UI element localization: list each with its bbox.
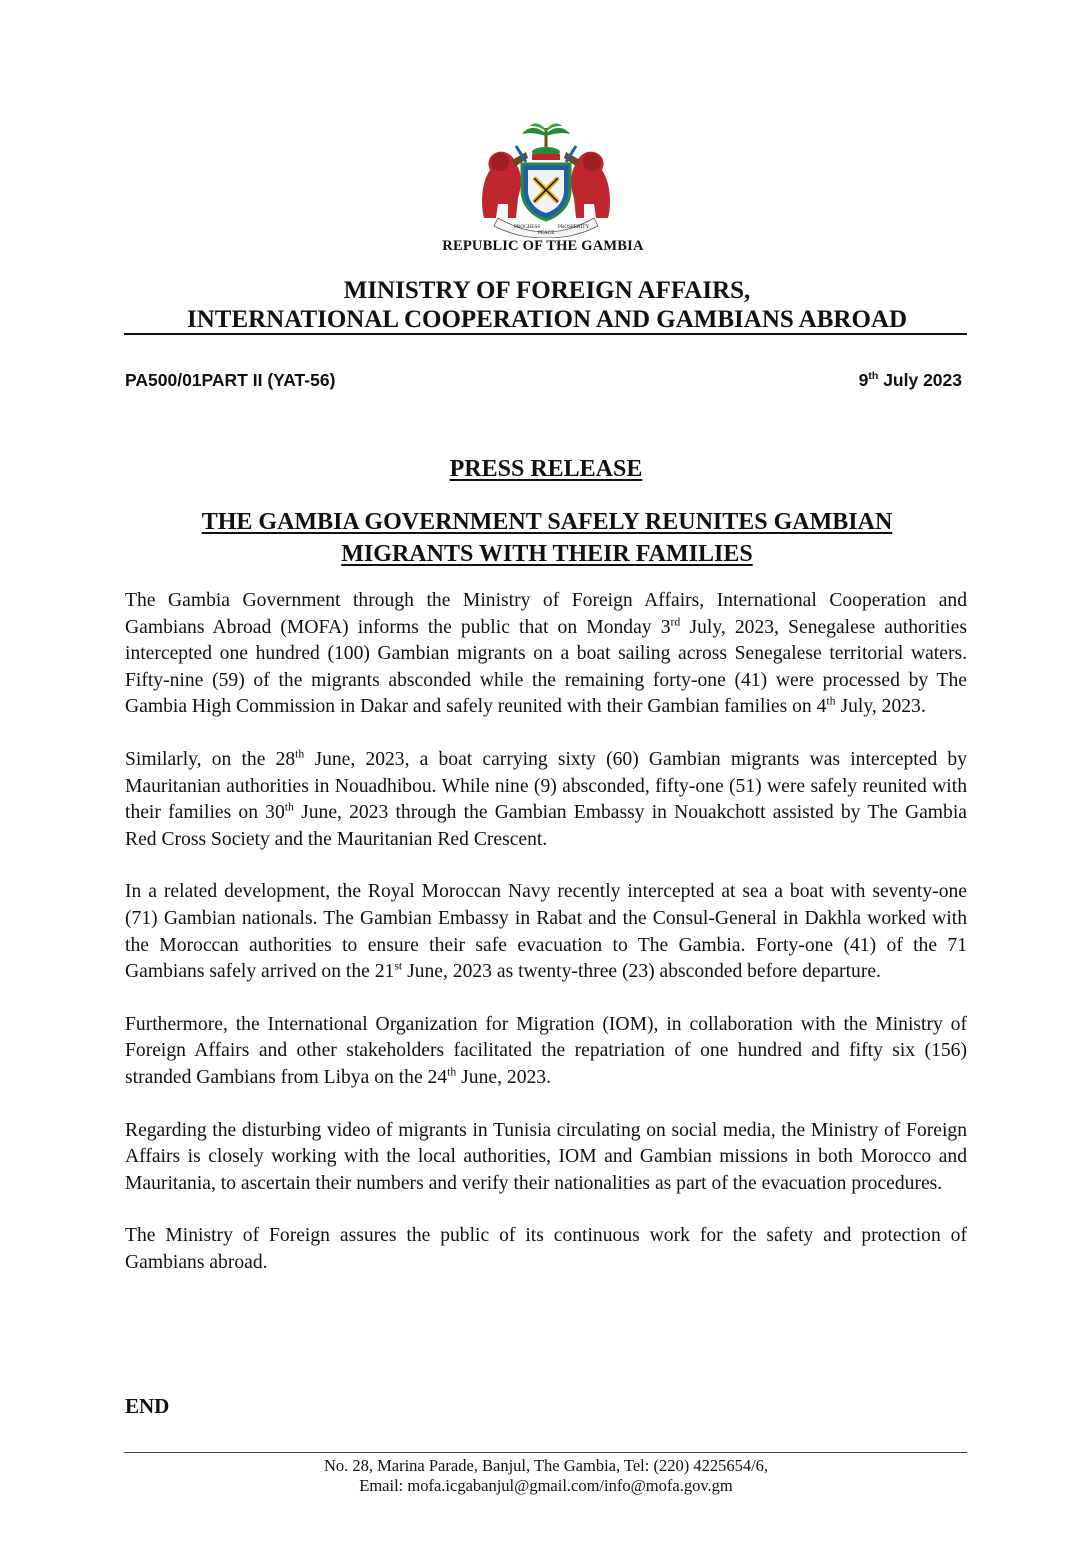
release-date <box>859 370 962 391</box>
p2-text-a: Similarly, on the 28 <box>125 748 296 770</box>
date-day: 9 <box>858 370 869 390</box>
reference-number: PA500/01PART II (YAT-56) <box>125 370 336 390</box>
headline-line-1: THE GAMBIA GOVERNMENT SAFELY REUNITES GAMBIAN <box>201 509 893 535</box>
paragraph-1 <box>125 588 967 721</box>
paragraph-4 <box>125 1012 967 1092</box>
p3-sup-a: st <box>394 959 403 973</box>
end-marker: END <box>125 1394 170 1418</box>
footer-contact <box>0 1456 1086 1496</box>
motto-prosperity: PROSPERITY <box>558 224 590 230</box>
date-rest: July 2023 <box>878 370 962 390</box>
p4-text-a: Furthermore, the International Organization for Migration (IOM), in collaboration with the Ministry of Foreign Affairs and other stakeholders facilitated the repatriation of one hundred and fifty six (156) stranded Gambians from Libya on the 24 <box>125 1013 967 1088</box>
motto-peace: PEACE <box>538 230 555 236</box>
p2-sup-b: th <box>284 800 294 814</box>
press-release-body <box>125 588 967 1302</box>
press-release-label: PRESS RELEASE <box>449 456 643 482</box>
crest-palm <box>522 123 570 160</box>
p1-sup-b: th <box>826 694 836 708</box>
p1-text-a: The Gambia Government through the Ministry of Foreign Affairs, International Cooperation and Gambians Abroad (MOFA) informs the public that on Monday 3 <box>125 590 967 638</box>
coat-of-arms-icon <box>476 122 616 238</box>
p4-text-b: June, 2023. <box>456 1066 551 1088</box>
crest-shield <box>522 164 570 220</box>
p2-text-b: June, 2023, a boat carrying sixty (60) Gambian migrants was intercepted by Mauritanian authorities in Nouadhibou. While nine (9) absconded, fifty-one (51) were safely reunited with their families on 30 <box>125 748 967 824</box>
ministry-line-2: INTERNATIONAL COOPERATION AND GAMBIANS ABROAD <box>187 306 907 333</box>
p1-text-c: July, 2023. <box>835 696 926 718</box>
ministry-name <box>0 276 1086 334</box>
paragraph-3 <box>125 879 967 985</box>
p4-sup-a: th <box>447 1065 457 1079</box>
footer-address: No. 28, Marina Parade, Banjul, The Gambia, Tel: (220) 4225654/6, <box>323 1456 769 1475</box>
motto-progress: PROGRESS <box>514 224 541 230</box>
p2-sup-a: th <box>295 747 305 761</box>
footer-divider <box>124 1452 967 1453</box>
date-suffix: th <box>868 370 879 383</box>
p3-text-a: In a related development, the Royal Moroccan Navy recently intercepted at sea a boat with seventy-one (71) Gambian nationals. The Gambian Embassy in Rabat and the Consul-General in Dakhla worked with the Moroccan authorities to ensure their safe evacuation to The Gambia. Forty-one (41) of the 71 Gambians safely arrived on the 21 <box>125 881 967 983</box>
p1-text-b: July, 2023, Senegalese authorities intercepted one hundred (100) Gambian migrants on a boat sailing across Senegalese territorial waters. Fifty-nine (59) of the migrants absconded while the remaining forty-one (41) were processed by The Gambia High Commission in Dakar and safely reunited with their Gambian families on 4 <box>125 616 967 718</box>
headline <box>0 506 1086 570</box>
header-divider <box>124 333 967 335</box>
republic-title: REPUBLIC OF THE GAMBIA <box>442 238 644 254</box>
paragraph-6: The Ministry of Foreign assures the public of its continuous work for the safety and protection of Gambians abroad. <box>125 1225 967 1273</box>
headline-line-2: MIGRANTS WITH THEIR FAMILIES <box>341 541 753 567</box>
p3-text-b: June, 2023 as twenty-three (23) absconded before departure. <box>402 961 881 983</box>
footer-email: Email: mofa.icgabanjul@gmail.com/info@mofa.gov.gm <box>359 1476 733 1495</box>
p2-text-c: June, 2023 through the Gambian Embassy in Nouakchott assisted by The Gambia Red Cross Society and the Mauritanian Red Crescent. <box>125 802 967 850</box>
paragraph-5: Regarding the disturbing video of migrants in Tunisia circulating on social media, the Ministry of Foreign Affairs is closely working with the local authorities, IOM and Gambian missions in both Morocco and Mauritania, to ascertain their numbers and verify their nationalities as part of the evacuation procedures. <box>125 1119 967 1194</box>
p1-sup-a: rd <box>670 615 681 629</box>
ministry-line-1: MINISTRY OF FOREIGN AFFAIRS, <box>343 277 751 304</box>
paragraph-2 <box>125 747 967 853</box>
